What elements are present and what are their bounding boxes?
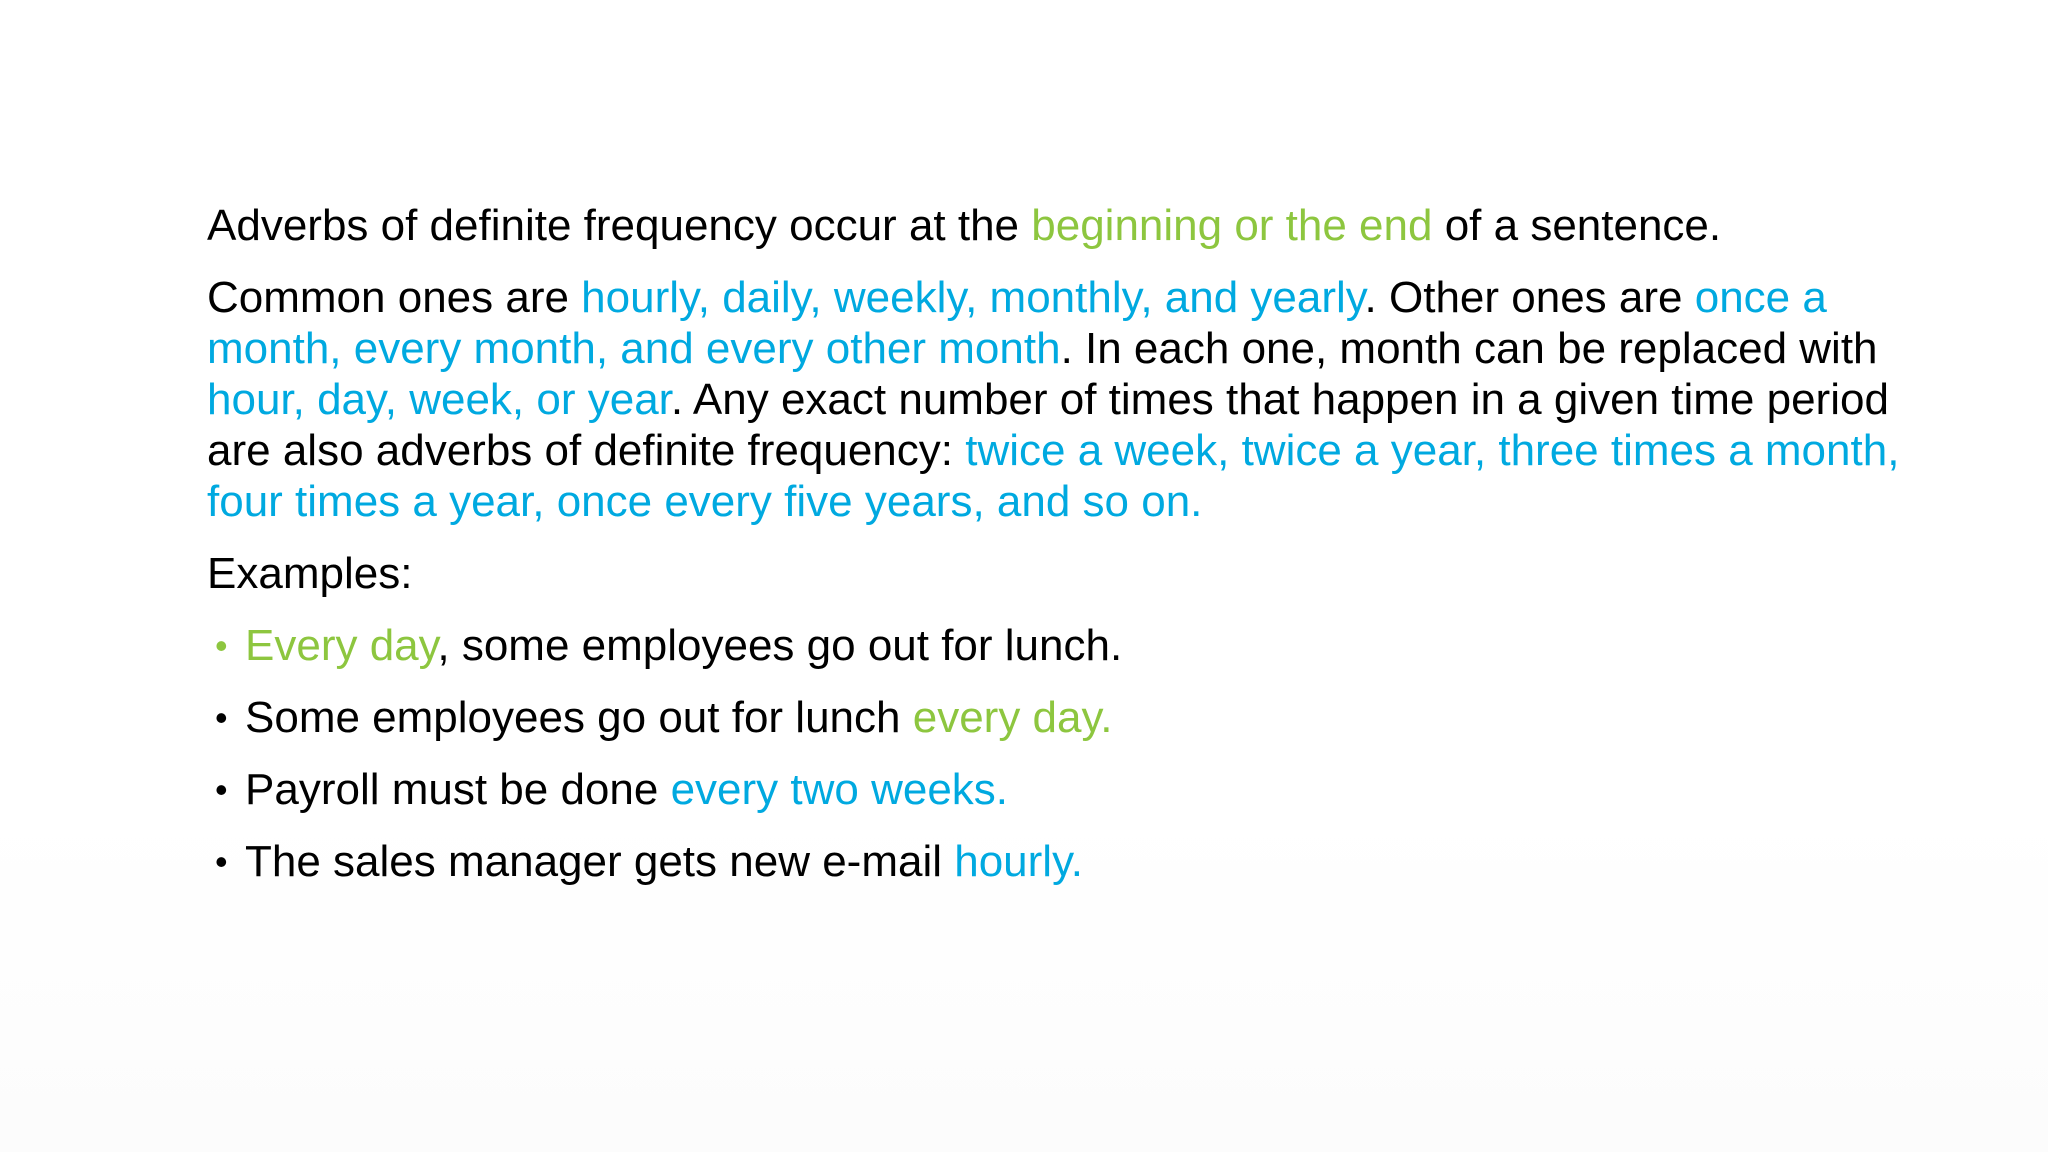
bullet-icon: • <box>215 625 228 666</box>
common-text-2: . Other ones are <box>1364 273 1695 322</box>
common-highlight-2: once a month, every month, and every other month <box>207 273 1827 373</box>
example-1-highlight: Every day <box>245 621 438 670</box>
example-3-highlight: every two weeks. <box>670 765 1009 814</box>
common-text-1: Common ones are <box>207 273 582 322</box>
example-item-3 <box>207 764 1907 815</box>
bullet-icon: • <box>215 841 228 882</box>
common-highlight-4: twice a week, twice a year, three times a month, four times a year, once every five years, and so on. <box>207 426 1900 526</box>
common-highlight-1: hourly, daily, weekly, monthly, and yearly <box>581 273 1365 322</box>
example-4-highlight: hourly. <box>954 837 1084 886</box>
example-2-text: Some employees go out for lunch <box>245 693 913 742</box>
common-text-3: . In each one, month can be replaced with <box>1060 324 1878 373</box>
bullet-icon: • <box>215 769 228 810</box>
intro-paragraph <box>207 200 1907 251</box>
example-1-text: , some employees go out for lunch. <box>437 621 1123 670</box>
example-3-text: Payroll must be done <box>245 765 671 814</box>
example-2-highlight: every day. <box>912 693 1113 742</box>
common-highlight-3: hour, day, week, or year <box>207 375 671 424</box>
common-text-4: . Any exact number of times that happen in a given time period are also adverbs of definite frequency: <box>207 375 1889 475</box>
example-item-1 <box>207 620 1907 671</box>
slide-content <box>207 200 1907 908</box>
example-4-text: The sales manager gets new e-mail <box>245 837 955 886</box>
intro-text-1: Adverbs of definite frequency occur at the <box>207 201 1032 250</box>
common-paragraph <box>207 272 1907 527</box>
examples-list <box>207 620 1907 887</box>
examples-heading: Examples: <box>207 549 413 598</box>
example-item-2 <box>207 692 1907 743</box>
bullet-icon: • <box>215 697 228 738</box>
intro-text-2: of a sentence. <box>1432 201 1722 250</box>
intro-highlight: beginning or the end <box>1031 201 1433 250</box>
example-item-4 <box>207 836 1907 887</box>
